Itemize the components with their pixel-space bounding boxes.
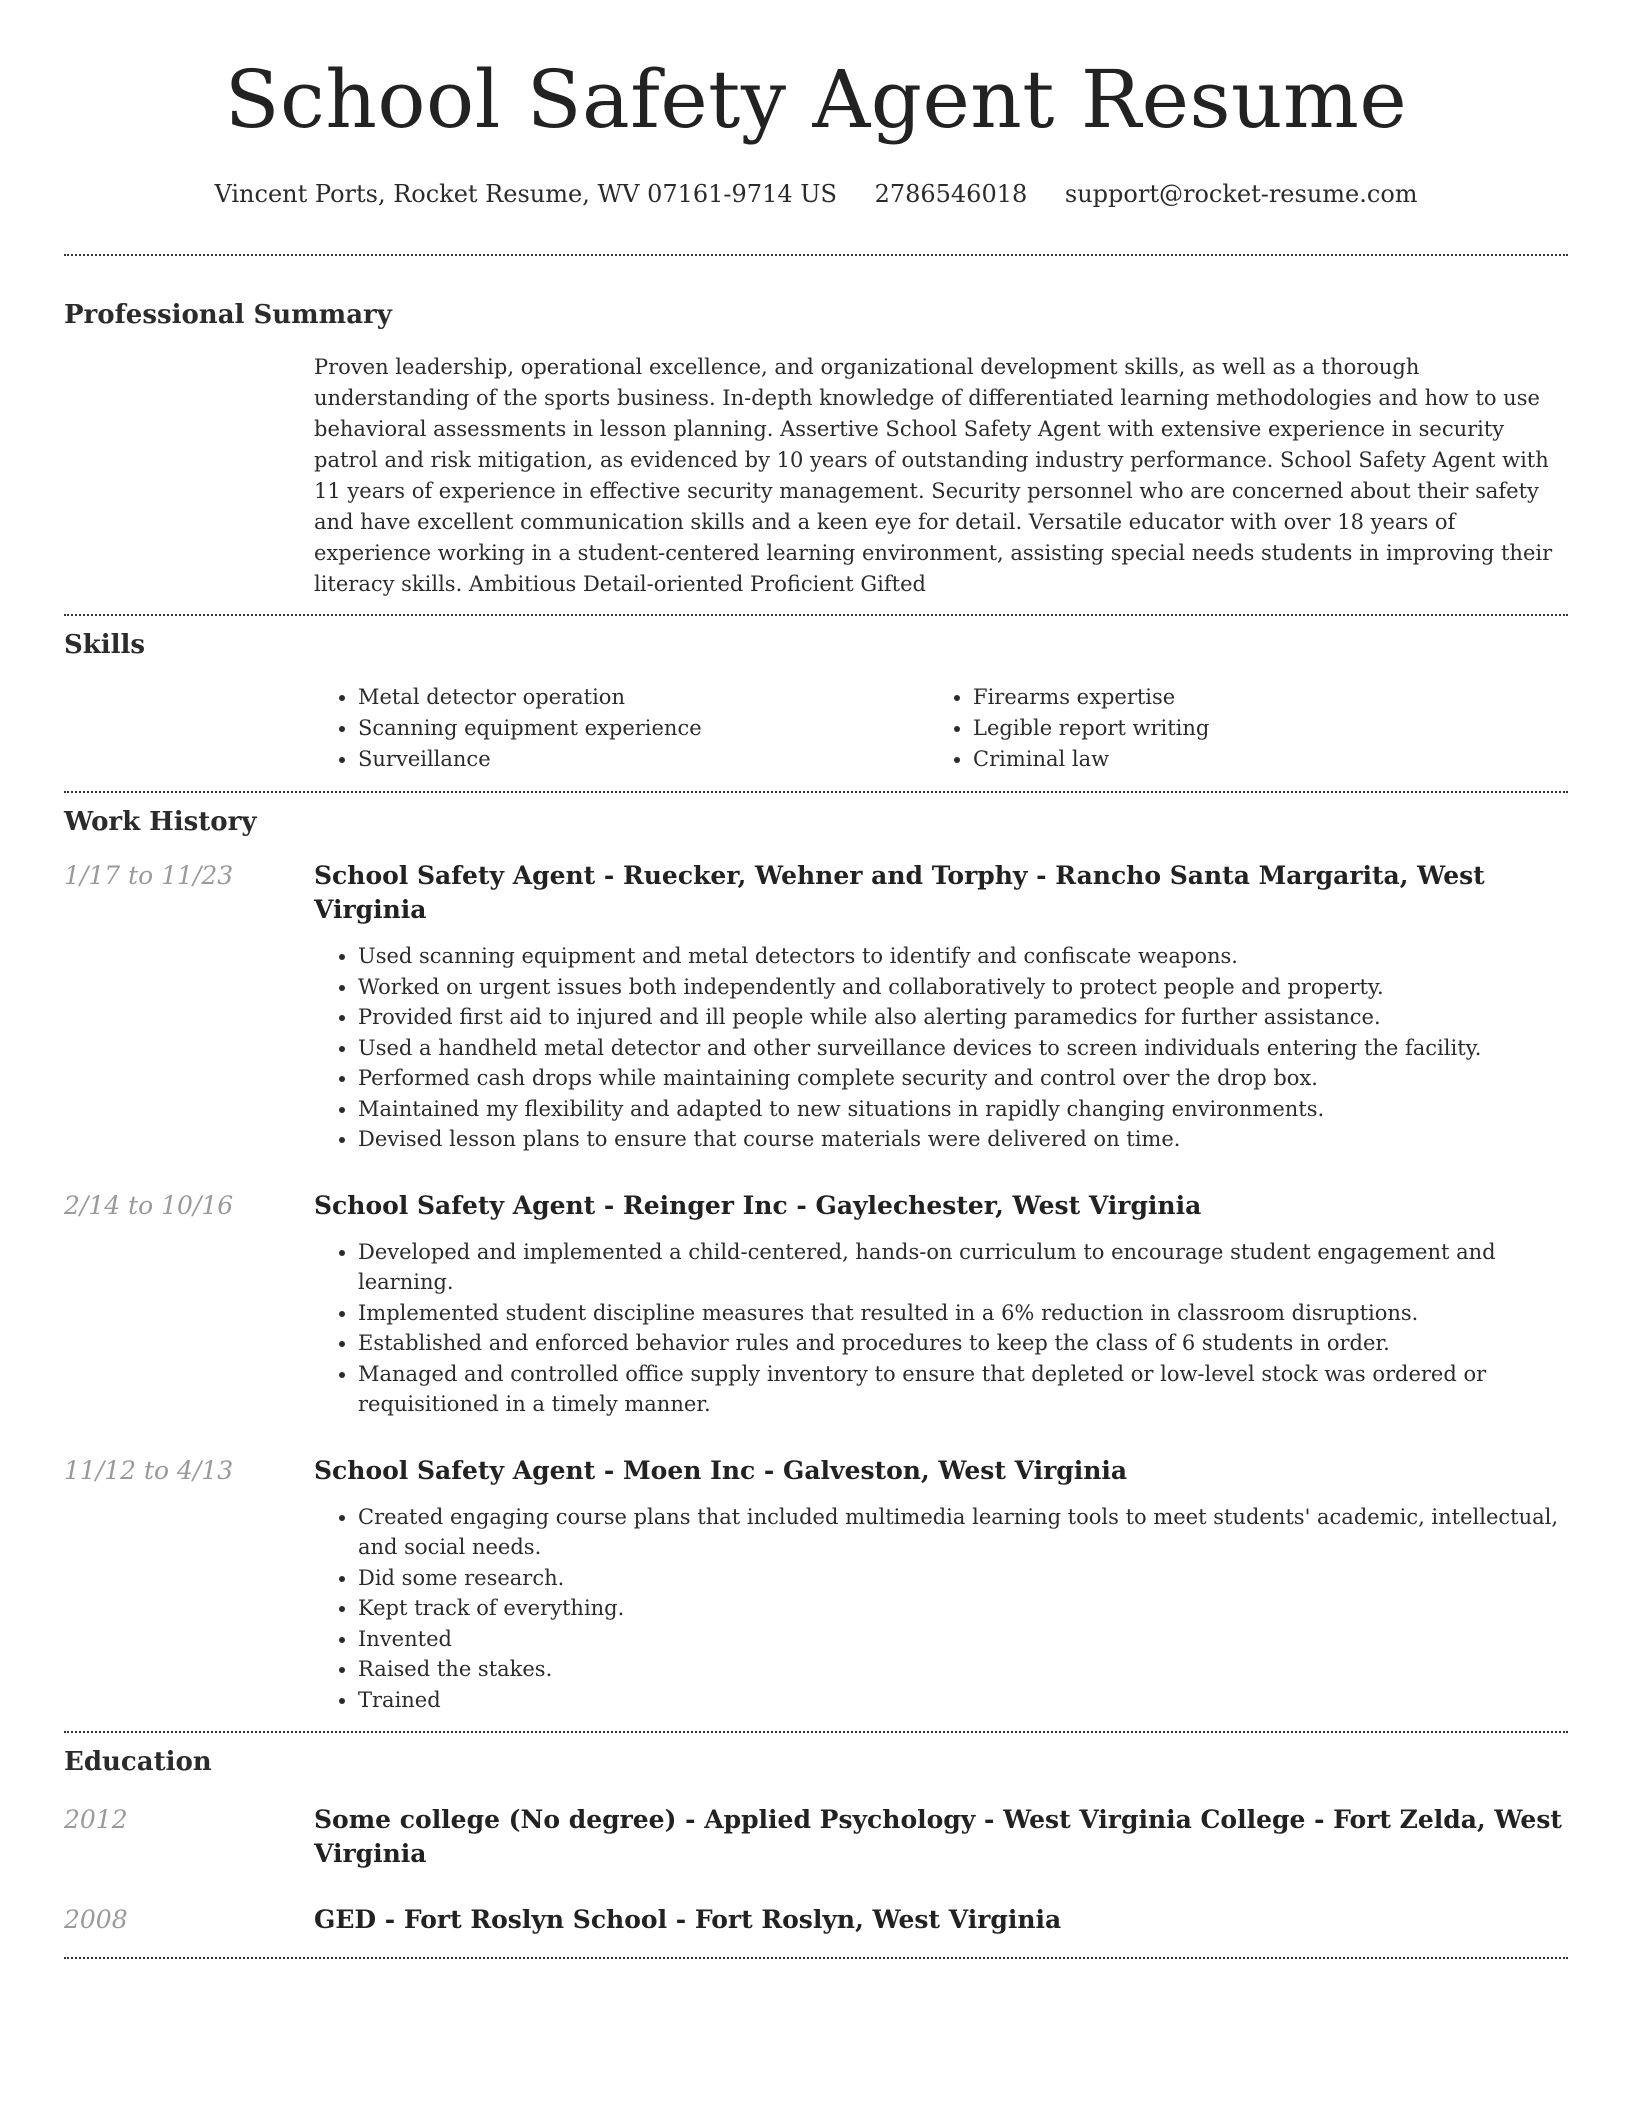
list-item: • Maintained my flexibility and adapted to new situations in rapidly changing environments. [358, 1094, 1568, 1125]
education-title: Some college (No degree) - Applied Psychology - West Virginia College - Fort Zelda, West Virginia [314, 1805, 1562, 1868]
skills-list-right [929, 682, 1544, 775]
resume-header [64, 0, 1568, 210]
job-date: 11/12 to 4/13 [64, 1455, 234, 1485]
list-item: • Raised the stakes. [358, 1654, 1568, 1685]
job-date: 2/14 to 10/16 [64, 1190, 234, 1220]
education-entry [64, 1803, 1568, 1871]
list-item: • Implemented student discipline measures that resulted in a 6% reduction in classroom disruptions. [358, 1298, 1568, 1329]
education-title: GED - Fort Roslyn School - Fort Roslyn, West Virginia [314, 1905, 1062, 1934]
education-date: 2008 [64, 1905, 128, 1934]
list-item: • Trained [358, 1685, 1568, 1716]
education-section [64, 1733, 1568, 1957]
section-heading-summary: Professional Summary [64, 300, 392, 330]
list-item: • Invented [358, 1624, 1568, 1655]
list-item: • Did some research. [358, 1563, 1568, 1594]
job-entry [64, 1189, 1568, 1420]
contact-address: Vincent Ports, Rocket Resume, WV 07161-9714 US [214, 180, 837, 208]
list-item: • Managed and controlled office supply inventory to ensure that depleted or low-level stock was ordered or requisitioned in a timely manner. [358, 1359, 1568, 1420]
summary-text: Proven leadership, operational excellence, and organizational development skills, as well as a thorough understanding of the sports business. In-depth knowledge of differentiated learning methodologies and how to use behavioral assessments in lesson planning. Assertive School Safety Agent with extensive experience in security patrol and risk mitigation, as evidenced by 10 years of outstanding industry performance. School Safety Agent with 11 years of experience in effective security management. Security personnel who are concerned about their safety and have excellent communication skills and a keen eye for detail. Versatile educator with over 18 years of experience working in a student-centered learning environment, assisting special needs students in improving their literacy skills. Ambitious Detail-oriented Proficient Gifted [314, 355, 1553, 596]
job-bullets [314, 1237, 1568, 1420]
list-item: • Worked on urgent issues both independently and collaboratively to protect people and property. [358, 972, 1568, 1003]
list-item: • Performed cash drops while maintaining complete security and control over the drop box. [358, 1063, 1568, 1094]
skill-item: • Scanning equipment experience [358, 713, 929, 744]
skill-item: • Legible report writing [973, 713, 1544, 744]
job-title: School Safety Agent - Ruecker, Wehner and Torphy - Rancho Santa Margarita, West Virginia [314, 861, 1485, 924]
list-item: • Kept track of everything. [358, 1593, 1568, 1624]
education-entry [64, 1903, 1568, 1957]
skill-item: • Criminal law [973, 744, 1544, 775]
skill-item: • Metal detector operation [358, 682, 929, 713]
work-section [64, 793, 1568, 1731]
job-bullets [314, 941, 1568, 1155]
skills-list-left [314, 682, 929, 775]
job-entry [64, 859, 1568, 1155]
skill-item: • Firearms expertise [973, 682, 1544, 713]
list-item: • Provided first aid to injured and ill people while also alerting paramedics for further assistance. [358, 1002, 1568, 1033]
job-title: School Safety Agent - Moen Inc - Galveston, West Virginia [314, 1455, 1128, 1485]
list-item: • Established and enforced behavior rules and procedures to keep the class of 6 students in order. [358, 1328, 1568, 1359]
job-bullets [314, 1502, 1568, 1716]
list-item: • Developed and implemented a child-centered, hands-on curriculum to encourage student engagement and learning. [358, 1237, 1568, 1298]
job-title: School Safety Agent - Reinger Inc - Gaylechester, West Virginia [314, 1190, 1202, 1220]
list-item: • Created engaging course plans that included multimedia learning tools to meet students' academic, intellectual, and social needs. [358, 1502, 1568, 1563]
list-item: • Used a handheld metal detector and other surveillance devices to screen individuals entering the facility. [358, 1033, 1568, 1064]
education-date: 2012 [64, 1805, 128, 1834]
list-item: • Devised lesson plans to ensure that course materials were delivered on time. [358, 1124, 1568, 1155]
job-date: 1/17 to 11/23 [64, 861, 234, 890]
contact-line [64, 178, 1568, 210]
contact-phone: 2786546018 [874, 180, 1028, 208]
skill-item: • Surveillance [358, 744, 929, 775]
job-entry [64, 1454, 1568, 1732]
summary-section [64, 256, 1568, 614]
section-heading-education: Education [64, 1747, 212, 1777]
contact-email: support@rocket-resume.com [1064, 180, 1418, 208]
section-divider [64, 1957, 1568, 1959]
skills-section [64, 616, 1568, 791]
page-title: School Safety Agent Resume [224, 53, 1408, 146]
section-heading-skills: Skills [64, 630, 146, 660]
section-heading-work: Work History [64, 807, 257, 837]
skills-grid [314, 682, 1568, 775]
list-item: • Used scanning equipment and metal detectors to identify and confiscate weapons. [358, 941, 1568, 972]
